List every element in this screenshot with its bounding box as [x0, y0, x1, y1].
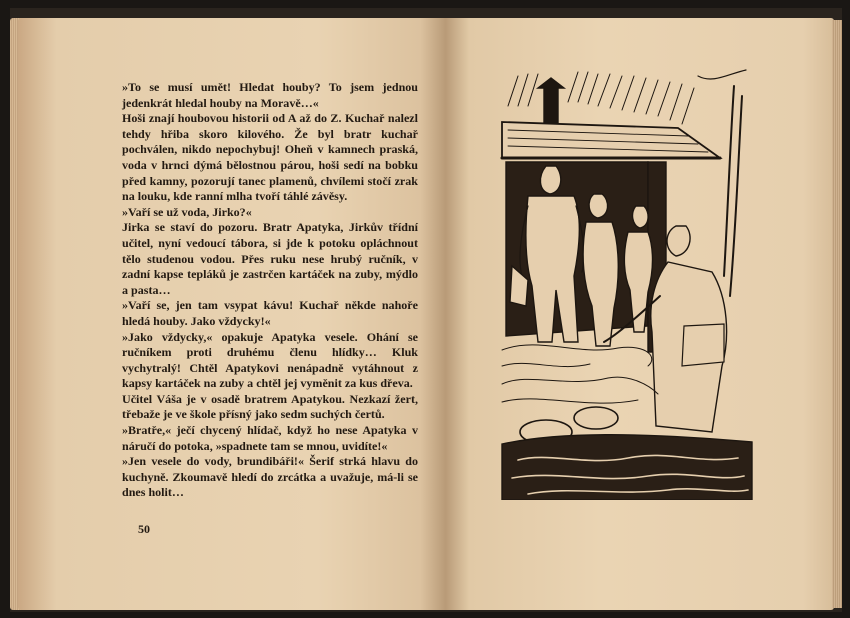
right-page-edges: [832, 20, 842, 608]
paragraph: »To se musí umět! Hledat houby? To jsem jednou jedenkrát hledal houby na Moravě…«: [122, 80, 418, 110]
paragraph: »Bratře,« ječí chycený hlídač, když ho nese Apatyka v náručí do potoka, »spadnete tam se mnou, uvidíte!«: [122, 423, 418, 453]
paragraph: Jirka se staví do pozoru. Bratr Apatyka, Jirkův třídní učitel, nyní vedoucí tábora, si jde k potoku opláchnout tělo studenou vodou. Přes ruku nese hrubý ručník, v zadní kapse tepláků je zastrčen kartáček na zuby, mýdlo a pasta…: [122, 220, 418, 297]
paragraph: »Vaří se už voda, Jirko?«: [122, 204, 252, 219]
paragraph: »Vaří se, jen tam vsypat kávu! Kuchař někde nahoře hledá houby. Jako vždycky!«: [122, 298, 418, 328]
paragraph: Hoši znají houbovou historii od A až do Z. Kuchař nalezl tehdy hřiba skoro kilového. Že byl bratr kuchař pochválen, nikdo nepochybuj! Oheň v kamnech praská, voda v hrnci dýmá bělostnou párou, hoši sedí na bobku před kamny, pozorují tanec plamenů, chvílemi stočí zrak na louku, kde ranní mlha tvoří táhlé závěsy.: [122, 111, 418, 204]
page-number: 50: [138, 522, 150, 536]
paragraph: »Jako vždycky,« opakuje Apatyka vesele. Ohání se ručníkem proti druhému členu hlídky… Kluk vychytralý! Chtěl Apatykovi nenápadně vytáhnout z kapsy kartáček na zuby a chtěl jej vyměnit za kus dřeva.: [122, 329, 418, 391]
ink-illustration: [498, 66, 756, 500]
paragraph: »Jen vesele do vody, brundibáři!« Šerif strká hlavu do kuchyně. Zkoumavě hledí do zrcátka a uvažuje, má-li se dnes holit…: [122, 454, 418, 500]
illustration-drawing: [498, 66, 756, 500]
body-text: [122, 80, 418, 501]
paragraph: Učitel Váša je v osadě bratrem Apatykou. Nezkazí žert, třebaže je ve škole přísný jako sedm suchých čertů.: [122, 391, 418, 422]
